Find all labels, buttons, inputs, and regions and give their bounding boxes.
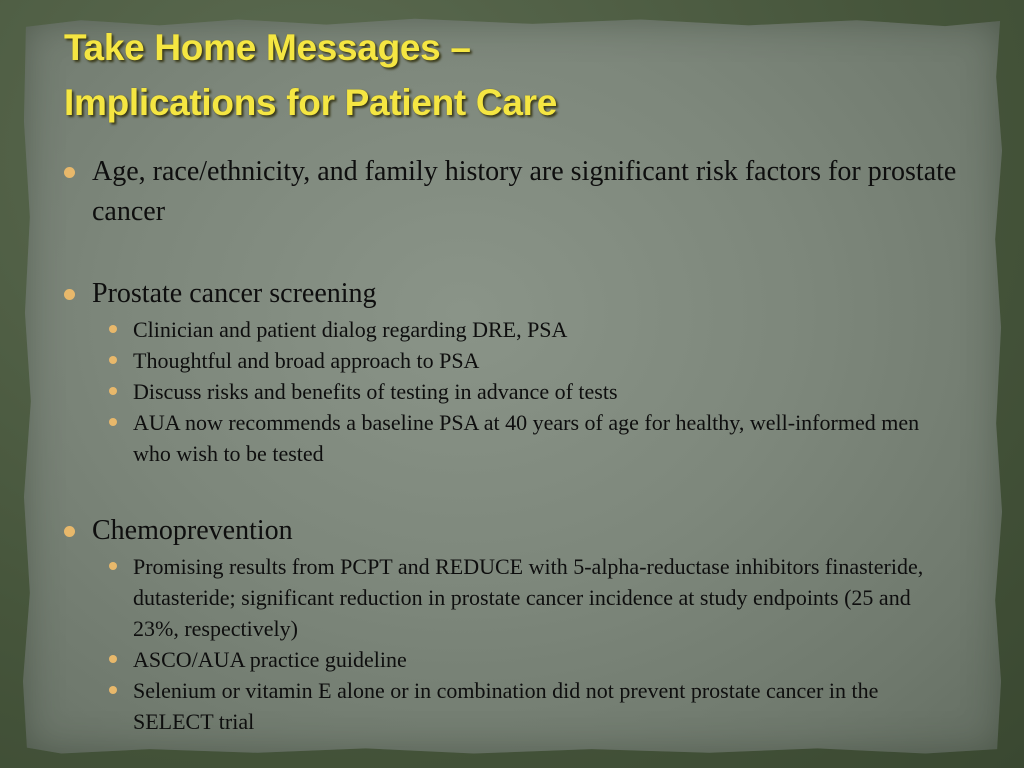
sub-bullet-dot-icon — [109, 325, 117, 333]
bullet-chemoprevention — [62, 511, 962, 551]
sub-bullet-dot-icon — [109, 686, 117, 694]
bullet-text: Chemoprevention — [92, 515, 293, 546]
sub-bullet-dot-icon — [109, 418, 117, 426]
screening-sub-bullets — [62, 314, 962, 469]
sub-bullet-text: Clinician and patient dialog regarding DRE, PSA — [133, 317, 568, 342]
sub-bullet-text: Thoughtful and broad approach to PSA — [133, 348, 480, 373]
slide-title-line-2: Implications for Patient Care — [64, 82, 557, 123]
sub-bullet — [62, 644, 962, 675]
sub-bullet-text: AUA now recommends a baseline PSA at 40 years of age for healthy, well-informed men who wish to be tested — [133, 410, 920, 466]
bullet-dot-icon — [64, 167, 75, 178]
bullet-dot-icon — [64, 526, 75, 537]
sub-bullet-text: Promising results from PCPT and REDUCE with 5-alpha-reductase inhibitors finasteride, dutasteride; significant reduction in prostate cancer incidence at study endpoints (25 and 23%, respectively) — [133, 554, 924, 641]
sub-bullet-dot-icon — [109, 655, 117, 663]
sub-bullet — [62, 407, 962, 469]
sub-bullet-text: ASCO/AUA practice guideline — [133, 647, 407, 672]
sub-bullet — [62, 551, 962, 644]
sub-bullet — [62, 675, 962, 737]
chemoprevention-sub-bullets — [62, 551, 962, 737]
bullet-screening — [62, 274, 962, 314]
bullet-risk-factors — [62, 152, 962, 232]
bullet-text: Prostate cancer screening — [92, 278, 377, 309]
sub-bullet — [62, 376, 962, 407]
bullet-text: Age, race/ethnicity, and family history are significant risk factors for prostate cancer — [92, 156, 957, 227]
sub-bullet-dot-icon — [109, 562, 117, 570]
slide-content — [62, 152, 962, 737]
sub-bullet — [62, 345, 962, 376]
sub-bullet-dot-icon — [109, 356, 117, 364]
sub-bullet-dot-icon — [109, 387, 117, 395]
sub-bullet — [62, 314, 962, 345]
slide-title — [64, 20, 557, 130]
sub-bullet-text: Discuss risks and benefits of testing in advance of tests — [133, 379, 618, 404]
slide-title-line-1: Take Home Messages – — [64, 27, 471, 68]
bullet-dot-icon — [64, 289, 75, 300]
sub-bullet-text: Selenium or vitamin E alone or in combination did not prevent prostate cancer in the SELECT trial — [133, 678, 879, 734]
